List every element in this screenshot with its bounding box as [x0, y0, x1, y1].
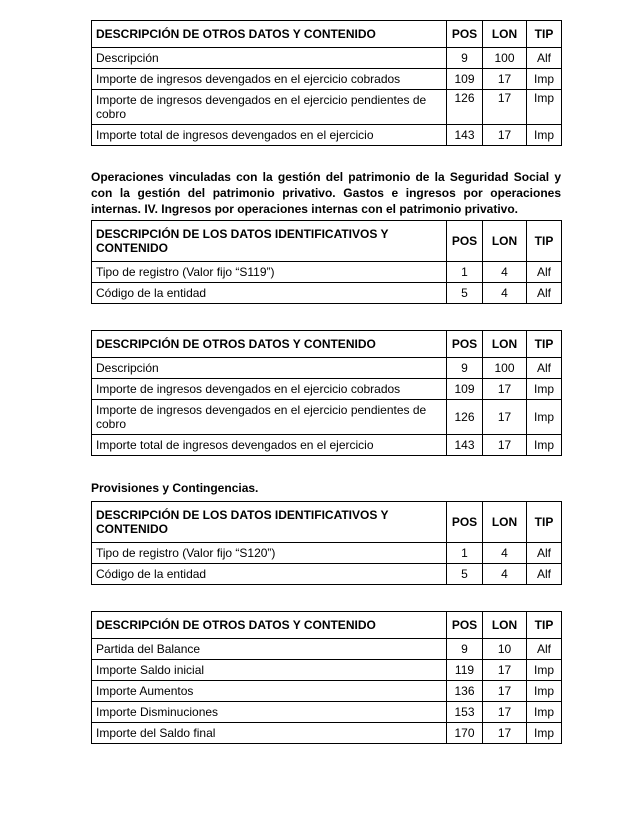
table-row [92, 660, 562, 681]
table-row [92, 90, 562, 125]
row-lon: 4 [483, 564, 527, 585]
row-lon: 17 [483, 702, 527, 723]
row-pos: 5 [447, 283, 483, 304]
header-tip: TIP [527, 502, 562, 543]
table-header-row [92, 331, 562, 358]
table-header-row [92, 221, 562, 262]
row-pos: 109 [447, 379, 483, 400]
row-tip: Alf [527, 283, 562, 304]
table-row [92, 723, 562, 744]
table-row [92, 125, 562, 146]
header-descripcion: DESCRIPCIÓN DE LOS DATOS IDENTIFICATIVOS Y CONTENIDO [92, 221, 447, 262]
header-lon: LON [483, 221, 527, 262]
row-pos: 109 [447, 69, 483, 90]
row-tip: Alf [527, 358, 562, 379]
row-descripcion: Código de la entidad [92, 283, 447, 304]
header-descripcion: DESCRIPCIÓN DE OTROS DATOS Y CONTENIDO [92, 612, 447, 639]
row-tip: Alf [527, 48, 562, 69]
header-pos: POS [447, 612, 483, 639]
row-descripcion: Importe Aumentos [92, 681, 447, 702]
row-descripcion: Importe de ingresos devengados en el ejercicio pendientes de cobro [92, 400, 447, 435]
section-heading-provisiones: Provisiones y Contingencias. [91, 481, 259, 495]
table-row [92, 48, 562, 69]
header-descripcion: DESCRIPCIÓN DE OTROS DATOS Y CONTENIDO [92, 21, 447, 48]
row-lon: 4 [483, 543, 527, 564]
row-pos: 9 [447, 639, 483, 660]
row-pos: 170 [447, 723, 483, 744]
table-row [92, 283, 562, 304]
header-lon: LON [483, 612, 527, 639]
row-lon: 17 [483, 681, 527, 702]
row-descripcion: Descripción [92, 358, 447, 379]
row-lon: 17 [483, 400, 527, 435]
row-tip: Imp [527, 435, 562, 456]
row-descripcion: Tipo de registro (Valor fijo “S120”) [92, 543, 447, 564]
row-tip: Alf [527, 262, 562, 283]
row-tip: Imp [527, 400, 562, 435]
table-row [92, 69, 562, 90]
row-tip: Imp [527, 723, 562, 744]
header-lon: LON [483, 331, 527, 358]
row-descripcion: Importe total de ingresos devengados en el ejercicio [92, 435, 447, 456]
row-tip: Imp [527, 90, 562, 125]
table-header-row [92, 21, 562, 48]
table-row [92, 262, 562, 283]
header-pos: POS [447, 21, 483, 48]
header-tip: TIP [527, 612, 562, 639]
row-tip: Alf [527, 543, 562, 564]
row-pos: 9 [447, 358, 483, 379]
row-descripcion: Importe Saldo inicial [92, 660, 447, 681]
table-row [92, 639, 562, 660]
row-pos: 119 [447, 660, 483, 681]
section-heading-operaciones-internas: Operaciones vinculadas con la gestión del patrimonio de la Seguridad Social y con la gestión del patrimonio privativo. Gastos e ingresos por operaciones internas. IV. Ingresos por operaciones internas con el patrimonio privativo. [91, 170, 561, 216]
row-descripcion: Importe total de ingresos devengados en el ejercicio [92, 125, 447, 146]
header-pos: POS [447, 502, 483, 543]
row-lon: 17 [483, 723, 527, 744]
otros-datos-table-1 [91, 20, 562, 146]
row-lon: 17 [483, 435, 527, 456]
row-pos: 126 [447, 400, 483, 435]
row-lon: 17 [483, 69, 527, 90]
header-lon: LON [483, 502, 527, 543]
row-tip: Imp [527, 69, 562, 90]
header-pos: POS [447, 221, 483, 262]
header-lon: LON [483, 21, 527, 48]
row-lon: 17 [483, 125, 527, 146]
otros-datos-table-s120 [91, 611, 562, 744]
row-pos: 136 [447, 681, 483, 702]
row-pos: 1 [447, 543, 483, 564]
table-row [92, 702, 562, 723]
row-pos: 153 [447, 702, 483, 723]
table-row [92, 564, 562, 585]
row-lon: 4 [483, 283, 527, 304]
table-row [92, 543, 562, 564]
row-tip: Imp [527, 660, 562, 681]
row-lon: 4 [483, 262, 527, 283]
row-lon: 10 [483, 639, 527, 660]
row-descripcion: Importe de ingresos devengados en el ejercicio cobrados [92, 69, 447, 90]
row-descripcion: Importe del Saldo final [92, 723, 447, 744]
table-row [92, 435, 562, 456]
header-pos: POS [447, 331, 483, 358]
row-tip: Imp [527, 702, 562, 723]
identificativos-table-s120 [91, 501, 562, 585]
row-descripcion: Importe de ingresos devengados en el ejercicio cobrados [92, 379, 447, 400]
row-lon: 17 [483, 379, 527, 400]
row-pos: 9 [447, 48, 483, 69]
row-tip: Imp [527, 125, 562, 146]
otros-datos-table-s119 [91, 330, 562, 456]
table-row [92, 379, 562, 400]
row-lon: 17 [483, 90, 527, 125]
row-descripcion: Tipo de registro (Valor fijo “S119”) [92, 262, 447, 283]
row-descripcion: Importe Disminuciones [92, 702, 447, 723]
header-descripcion: DESCRIPCIÓN DE OTROS DATOS Y CONTENIDO [92, 331, 447, 358]
row-descripcion: Descripción [92, 48, 447, 69]
header-tip: TIP [527, 221, 562, 262]
row-pos: 126 [447, 90, 483, 125]
row-tip: Alf [527, 564, 562, 585]
table-header-row [92, 612, 562, 639]
header-descripcion: DESCRIPCIÓN DE LOS DATOS IDENTIFICATIVOS Y CONTENIDO [92, 502, 447, 543]
row-descripcion: Código de la entidad [92, 564, 447, 585]
row-tip: Alf [527, 639, 562, 660]
header-tip: TIP [527, 331, 562, 358]
identificativos-table-s119 [91, 220, 562, 304]
row-lon: 100 [483, 48, 527, 69]
row-pos: 143 [447, 125, 483, 146]
row-tip: Imp [527, 681, 562, 702]
row-lon: 100 [483, 358, 527, 379]
table-row [92, 681, 562, 702]
row-pos: 5 [447, 564, 483, 585]
row-lon: 17 [483, 660, 527, 681]
row-tip: Imp [527, 379, 562, 400]
table-row [92, 400, 562, 435]
row-descripcion: Importe de ingresos devengados en el ejercicio pendientes de cobro [92, 90, 447, 125]
row-pos: 1 [447, 262, 483, 283]
header-tip: TIP [527, 21, 562, 48]
row-pos: 143 [447, 435, 483, 456]
table-row [92, 358, 562, 379]
row-descripcion: Partida del Balance [92, 639, 447, 660]
table-header-row [92, 502, 562, 543]
